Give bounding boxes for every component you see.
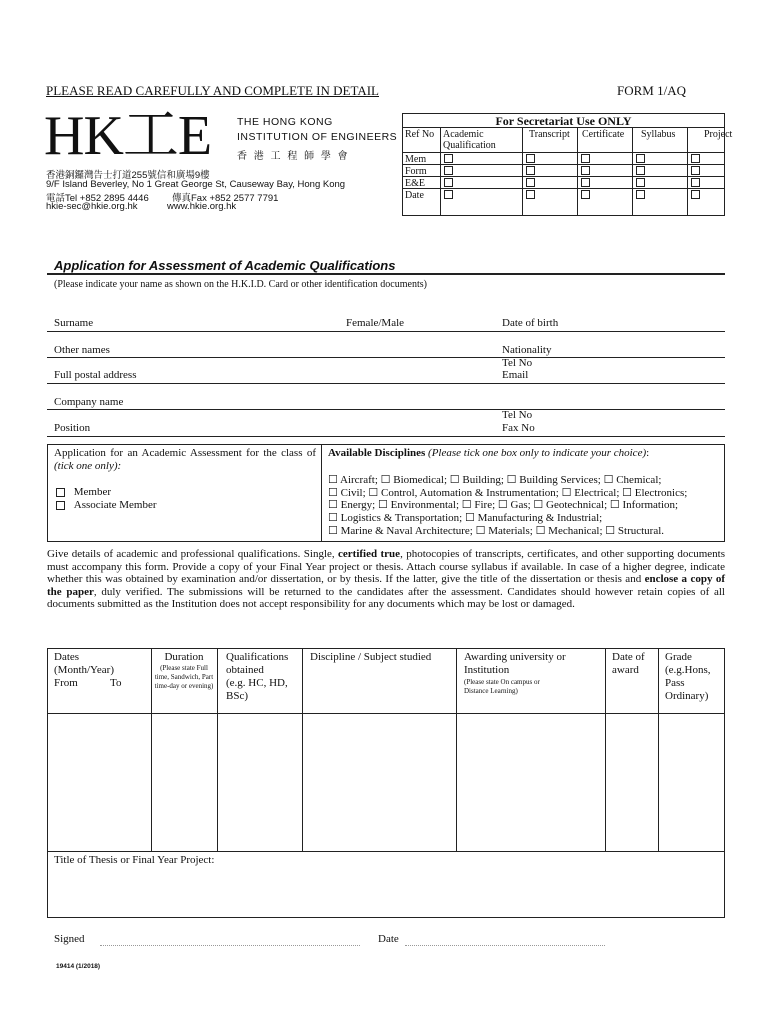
member-checkbox[interactable]	[56, 488, 65, 497]
col-ref-no: Ref No	[405, 129, 435, 140]
fax-label: Fax No	[502, 422, 535, 434]
class-text	[54, 447, 316, 473]
associate-member-option[interactable]	[56, 499, 157, 511]
secretariat-checkbox[interactable]	[636, 166, 645, 175]
col-awarding: Awarding university or Institution	[464, 651, 566, 676]
class-tick-note: (tick one only):	[54, 460, 122, 472]
col-qualifications: Qualifications obtained	[226, 651, 289, 676]
date-line[interactable]	[405, 945, 605, 946]
tel-number: 電話Tel +852 2895 4446	[46, 193, 149, 204]
col-dates: Dates (Month/Year)	[54, 651, 114, 676]
secretariat-checkbox[interactable]	[636, 178, 645, 187]
postal-address-label: Full postal address	[54, 369, 137, 381]
col-qualifications-eg: (e.g. HC, HD, BSc)	[226, 677, 288, 702]
member-option[interactable]	[56, 486, 111, 498]
disciplines-title-bold: Available Disciplines	[328, 447, 426, 459]
instr-part-1: Give details of academic and professional qualifications. Single,	[47, 548, 339, 560]
secretariat-checkbox[interactable]	[444, 154, 453, 163]
instr-bold-2: enclose a copy of the paper	[47, 573, 725, 598]
tel-label: Tel No	[502, 357, 533, 369]
form-instruction: PLEASE READ CAREFULLY AND COMPLETE IN DETAIL	[46, 83, 379, 98]
secretariat-checkbox[interactable]	[636, 190, 645, 199]
email-address[interactable]: hkie-sec@hkie.org.hk	[46, 201, 138, 212]
other-names-label: Other names	[54, 344, 110, 356]
address-chinese: 香港銅鑼灣告士打道255號信和廣場9樓	[46, 170, 210, 181]
sex-label: Female/Male	[346, 317, 405, 329]
company-label: Company name	[54, 396, 124, 408]
row-mem: Mem	[405, 154, 427, 165]
col-transcript: Transcript	[529, 129, 570, 140]
discipline-line-4[interactable]: ☐ Logistics & Transportation; ☐ Manufacturing & Industrial;	[328, 512, 603, 524]
secretariat-checkbox[interactable]	[581, 190, 590, 199]
signature-line[interactable]	[100, 945, 360, 946]
class-text-body: Application for an Academic Assessment for the class of	[54, 447, 316, 459]
date-label: Date	[378, 933, 399, 945]
secretariat-title: For Secretariat Use ONLY	[495, 114, 632, 128]
instructions-paragraph	[47, 548, 725, 611]
secretariat-checkbox[interactable]	[691, 166, 700, 175]
position-label: Position	[54, 422, 91, 434]
hkie-logo: HK工E	[44, 105, 212, 167]
secretariat-checkbox[interactable]	[526, 154, 535, 163]
fax-number: 傳真Fax +852 2577 7791	[172, 193, 279, 204]
discipline-line-5[interactable]: ☐ Marine & Naval Architecture; ☐ Materials; ☐ Mechanical; ☐ Structural.	[328, 525, 665, 537]
disciplines-title: Available Disciplines (Please tick one box only to indicate your choice):	[328, 447, 650, 459]
institution-name-line2: INSTITUTION OF ENGINEERS	[237, 131, 398, 143]
col-duration: Duration	[164, 651, 204, 663]
instr-bold-1: certified true	[338, 548, 401, 560]
discipline-line-2[interactable]: ☐ Civil; ☐ Control, Automation & Instrumentation; ☐ Electrical; ☐ Electronics;	[328, 487, 688, 499]
secretariat-checkbox[interactable]	[526, 178, 535, 187]
instr-part-3: , duly verified. The submissions will be returned to the candidates after the assessment. Candidates should however retain copies of all documents submitted as the Institution does not accept responsibility for any documents which may be lost or damaged.	[47, 585, 725, 611]
secretariat-checkbox[interactable]	[691, 190, 700, 199]
secretariat-checkbox[interactable]	[581, 178, 590, 187]
dob-label: Date of birth	[502, 317, 559, 329]
row-form: Form	[405, 166, 427, 177]
secretariat-checkbox[interactable]	[444, 178, 453, 187]
secretariat-checkbox[interactable]	[526, 166, 535, 175]
row-ee: E&E	[405, 178, 425, 189]
secretariat-checkbox[interactable]	[581, 154, 590, 163]
col-date-award: Date of award	[612, 651, 645, 676]
associate-member-label: Associate Member	[73, 499, 157, 511]
address-english: 9/F Island Beverley, No 1 Great George St, Causeway Bay, Hong Kong	[46, 179, 346, 190]
member-label: Member	[73, 486, 112, 498]
name-note: (Please indicate your name as shown on the H.K.I.D. Card or other identification documents)	[54, 279, 427, 290]
form-code: 19414 (1/2018)	[56, 963, 101, 970]
secretariat-checkbox[interactable]	[444, 166, 453, 175]
discipline-line-1[interactable]: ☐ Aircraft; ☐ Biomedical; ☐ Building; ☐ Building Services; ☐ Chemical;	[328, 474, 662, 486]
institution-name-line1: THE HONG KONG	[237, 116, 333, 128]
discipline-line-3[interactable]: ☐ Energy; ☐ Environmental; ☐ Fire; ☐ Gas; ☐ Geotechnical; ☐ Information;	[328, 499, 679, 511]
secretariat-checkbox[interactable]	[636, 154, 645, 163]
row-date: Date	[405, 190, 424, 201]
col-project: Project	[704, 129, 733, 140]
section-title: Application for Assessment of Academic Qualifications	[54, 258, 396, 273]
disciplines-title-note: (Please tick one box only to indicate your choice)	[428, 447, 647, 459]
secretariat-checkbox[interactable]	[581, 166, 590, 175]
col-grade: Grade (e.g.Hons, Pass Ordinary)	[665, 651, 711, 702]
thesis-title-input[interactable]	[52, 870, 724, 918]
col-to: To	[110, 677, 122, 689]
col-academic-qualification: Academic Qualification	[443, 129, 496, 151]
thesis-title-label: Title of Thesis or Final Year Project:	[54, 854, 215, 866]
nationality-label: Nationality	[502, 344, 552, 356]
col-awarding-note: (Please state On campus or Distance Learning)	[464, 678, 540, 695]
email-label: Email	[502, 369, 529, 381]
col-syllabus: Syllabus	[641, 129, 676, 140]
institution-chinese-name: 香 港 工 程 師 學 會	[237, 151, 350, 162]
surname-label: Surname	[54, 317, 94, 329]
form-number: FORM 1/AQ	[617, 83, 686, 98]
col-from: From	[54, 677, 78, 689]
secretariat-checkbox[interactable]	[444, 190, 453, 199]
col-certificate: Certificate	[582, 129, 625, 140]
secretariat-checkbox[interactable]	[691, 154, 700, 163]
tel-label-2: Tel No	[502, 409, 533, 421]
associate-member-checkbox[interactable]	[56, 501, 65, 510]
instr-part-2: , photocopies of transcripts, certificates, and other supporting documents must accompany this form. Provide a copy of your Final Year project or thesis. Attach course syllabus if available. In case of a higher degree, indicate whether this was obtained by examination and/or dissertation, or by thesis. If the latter, give the title of the dissertation or thesis and	[47, 548, 725, 586]
col-duration-note: (Please state Full time, Sandwich, Part time-day or evening)	[154, 664, 214, 690]
secretariat-checkbox[interactable]	[691, 178, 700, 187]
col-discipline: Discipline / Subject studied	[310, 651, 432, 663]
website[interactable]: www.hkie.org.hk	[167, 201, 237, 212]
secretariat-checkbox[interactable]	[526, 190, 535, 199]
signed-label: Signed	[54, 933, 85, 945]
